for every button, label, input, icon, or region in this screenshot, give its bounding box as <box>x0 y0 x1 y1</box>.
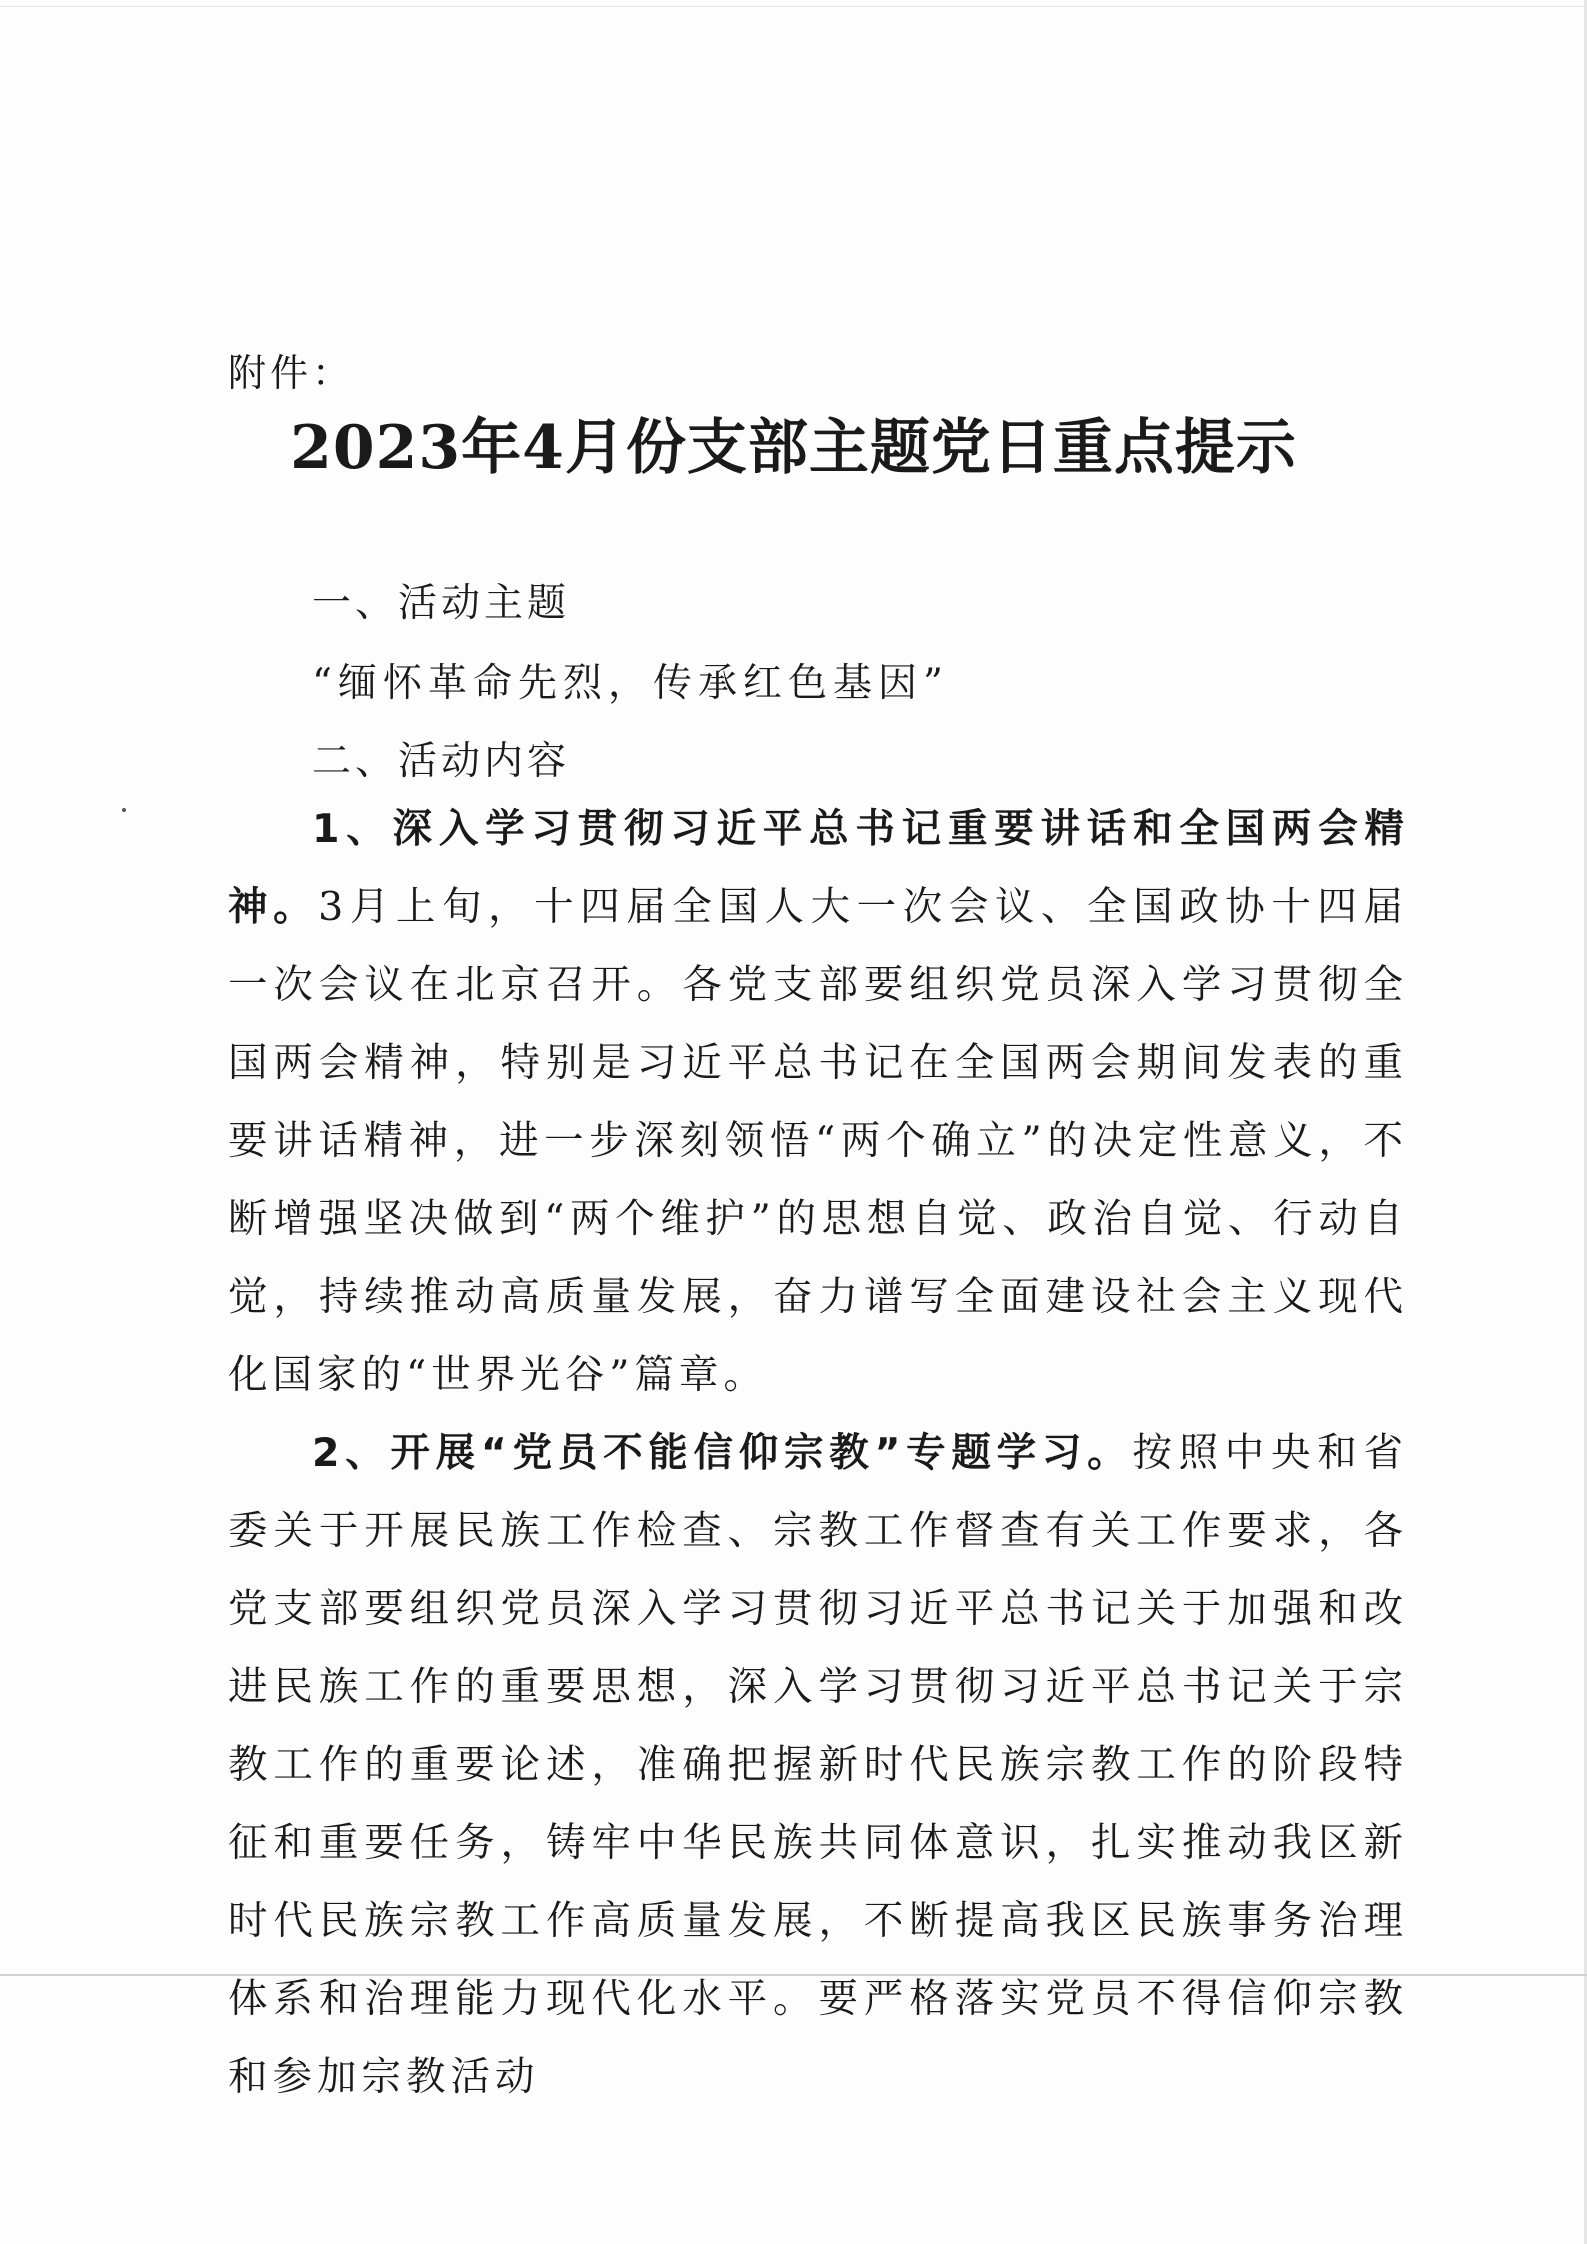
activity-theme-quote: “缅怀革命先烈，传承红色基因” <box>312 661 949 706</box>
content-item-2-lead: 2、开展“党员不能信仰宗教”专题学习。 <box>312 1430 1133 1476</box>
content-item-2 <box>228 1414 1408 2116</box>
document-title: 2023年4月份支部主题党日重点提示 <box>290 413 1297 483</box>
section-heading-content: 二、活动内容 <box>312 739 571 784</box>
content-item-1 <box>228 790 1408 1414</box>
scan-speck <box>122 808 126 812</box>
content-item-2-body: 按照中央和省委关于开展民族工作检查、宗教工作督查有关工作要求，各党支部要组织党员深入学习贯彻习近平总书记关于加强和改进民族工作的重要思想，深入学习贯彻习近平总书记关于宗教工作的重要论述，准确把握新时代民族宗教工作的阶段特征和重要任务，铸牢中华民族共同体意识，扎实推动我区新时代民族宗教工作高质量发展，不断提高我区民族事务治理体系和治理能力现代化水平。要严格落实党员不得信仰宗教和参加宗教活动 <box>228 1430 1409 2100</box>
content-item-1-lead: 1、深入学习贯彻习近平总书记重要讲话和全国两会精神。 <box>228 806 1408 930</box>
attachment-label: 附件： <box>228 351 355 395</box>
scan-edge-line <box>0 6 1587 7</box>
section-heading-theme: 一、活动主题 <box>312 581 571 626</box>
content-item-1-body: 3月上旬，十四届全国人大一次会议、全国政协十四届一次会议在北京召开。各党支部要组织党员深入学习贯彻全国两会精神，特别是习近平总书记在全国两会期间发表的重要讲话精神，进一步深刻领悟“两个确立”的决定性意义，不断增强坚决做到“两个维护”的思想自觉、政治自觉、行动自觉，持续推动高质量发展，奋力谱写全面建设社会主义现代化国家的“世界光谷”篇章。 <box>228 884 1408 1398</box>
